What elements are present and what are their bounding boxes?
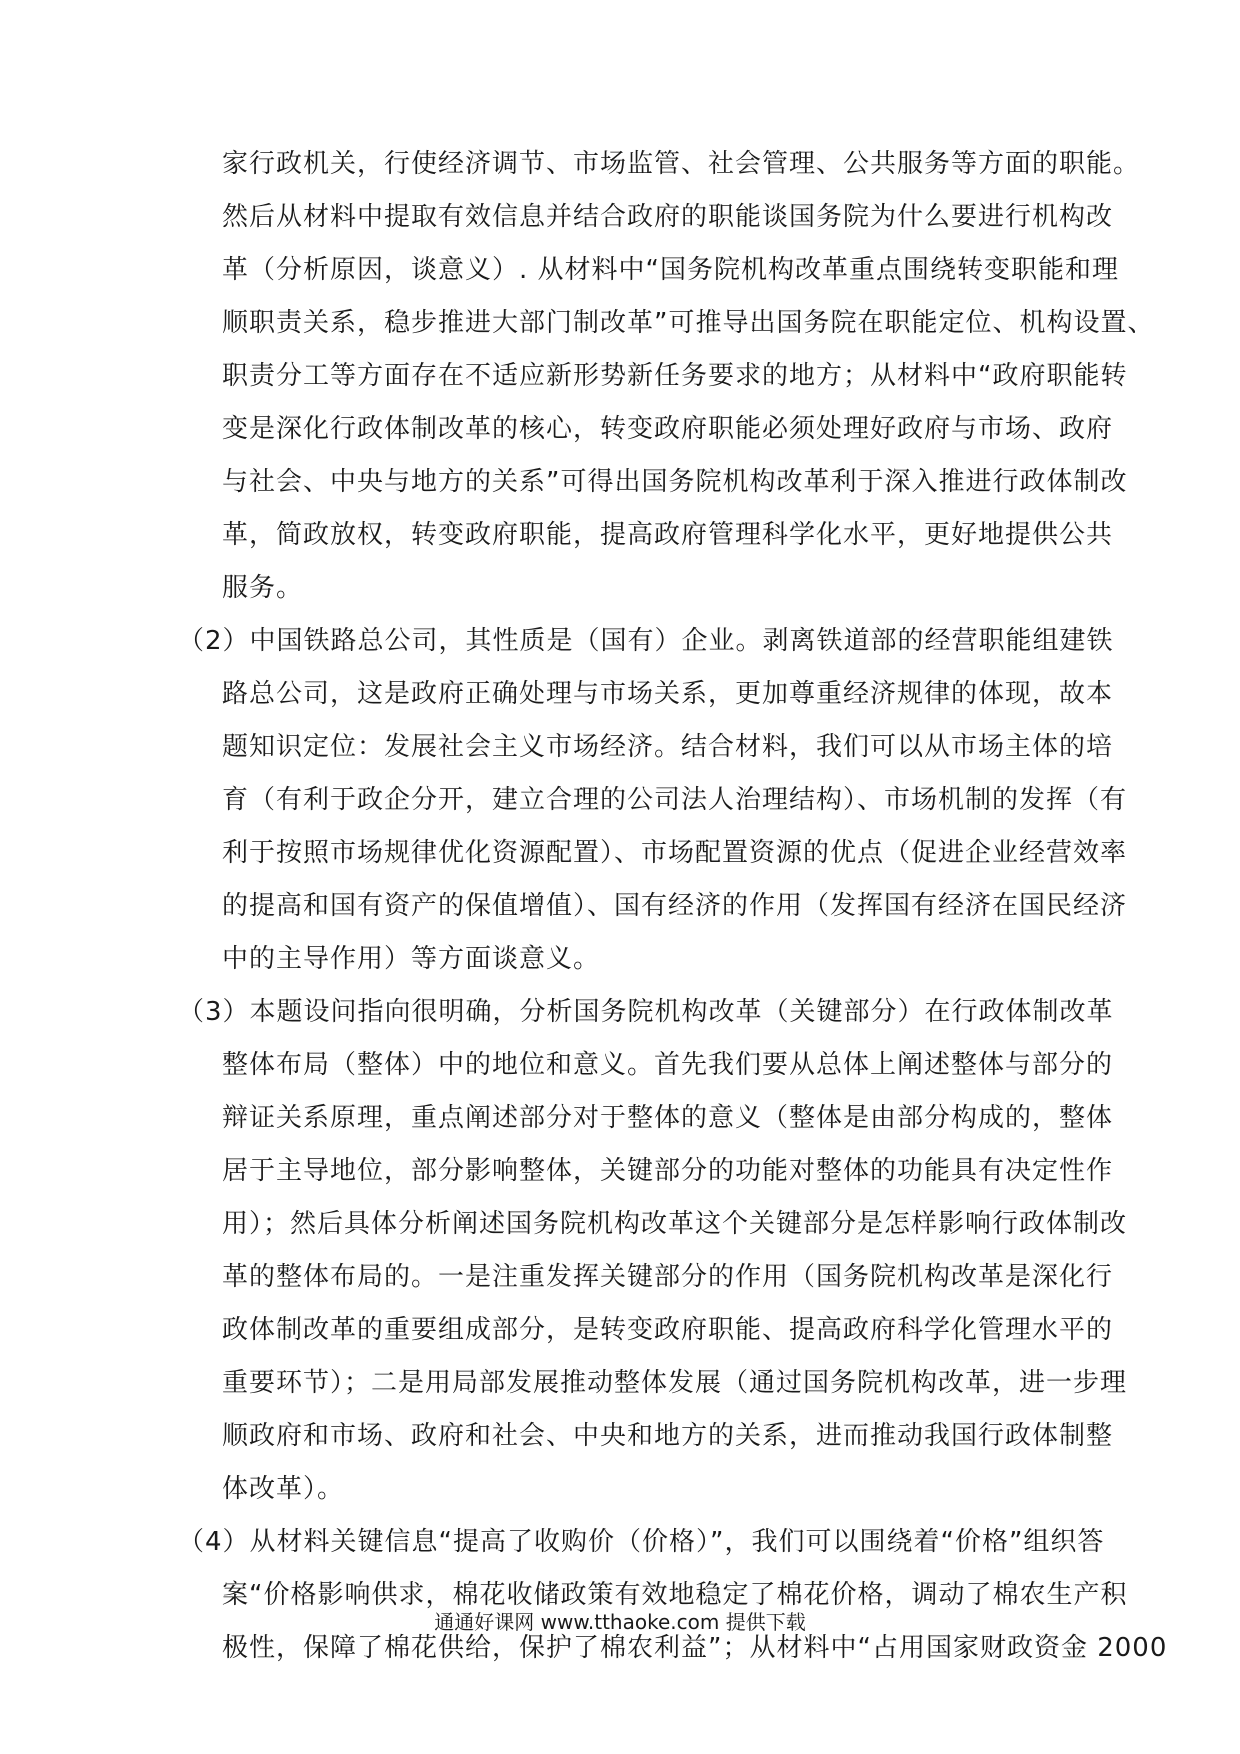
paragraph-3-line-4: 居于主导地位，部分影响整体，关键部分的功能对整体的功能具有决定性作 [222,1156,1114,1186]
paragraph-3-line-1: （3）本题设问指向很明确，分析国务院机构改革（关键部分）在行政体制改革 [178,997,1114,1027]
page-footer: 通通好课网 www.tthaoke.com 提供下载 [434,1610,806,1634]
paragraph-4-line-2: 案“价格影响供求，棉花收储政策有效地稳定了棉花价格，调动了棉农生产积 [222,1580,1128,1610]
paragraph-3-line-3: 辩证关系原理，重点阐述部分对于整体的意义（整体是由部分构成的，整体 [222,1103,1114,1133]
paragraph-1-line-9: 服务。 [222,573,304,603]
paragraph-1-line-7: 与社会、中央与地方的关系”可得出国务院机构改革利于深入推进行政体制改 [222,467,1128,497]
paragraph-2-line-5: 利于按照市场规律优化资源配置）、市场配置资源的优点（促进企业经营效率 [222,838,1128,868]
paragraph-3-line-8: 重要环节）；二是用局部发展推动整体发展（通过国务院机构改革，进一步理 [222,1368,1128,1398]
paragraph-3-line-6: 革的整体布局的。一是注重发挥关键部分的作用（国务院机构改革是深化行 [222,1262,1114,1292]
paragraph-1-line-4: 顺职责关系，稳步推进大部门制改革”可推导出国务院在职能定位、机构设置、 [222,308,1155,338]
paragraph-3-line-7: 政体制改革的重要组成部分，是转变政府职能、提高政府科学化管理水平的 [222,1315,1114,1345]
paragraph-1-line-3: 革（分析原因，谈意义）. 从材料中“国务院机构改革重点围绕转变职能和理 [222,255,1119,285]
paragraph-1-line-8: 革，简政放权，转变政府职能，提高政府管理科学化水平，更好地提供公共 [222,520,1114,550]
paragraph-2-line-6: 的提高和国有资产的保值增值）、国有经济的作用（发挥国有经济在国民经济 [222,891,1128,921]
paragraph-1-line-1: 家行政机关，行使经济调节、市场监管、社会管理、公共服务等方面的职能。 [222,149,1141,179]
paragraph-2-line-3: 题知识定位：发展社会主义市场经济。结合材料，我们可以从市场主体的培 [222,732,1114,762]
paragraph-2-line-4: 育（有利于政企分开，建立合理的公司法人治理结构）、市场机制的发挥（有 [222,785,1128,815]
paragraph-4-line-1: （4）从材料关键信息“提高了收购价（价格）”，我们可以围绕着“价格”组织答 [178,1527,1105,1557]
paragraph-3-line-5: 用）；然后具体分析阐述国务院机构改革这个关键部分是怎样影响行政体制改 [222,1209,1128,1239]
paragraph-3-line-2: 整体布局（整体）中的地位和意义。首先我们要从总体上阐述整体与部分的 [222,1050,1114,1080]
paragraph-1-line-6: 变是深化行政体制改革的核心，转变政府职能必须处理好政府与市场、政府 [222,414,1114,444]
paragraph-1-line-2: 然后从材料中提取有效信息并结合政府的职能谈国务院为什么要进行机构改 [222,202,1114,232]
paragraph-2-line-2: 路总公司，这是政府正确处理与市场关系，更加尊重经济规律的体现，故本 [222,679,1114,709]
paragraph-4-line-3: 极性，保障了棉花供给，保护了棉农利益”；从材料中“占用国家财政资金 2000 [222,1633,1168,1663]
paragraph-3-line-10: 体改革）。 [222,1474,345,1504]
paragraph-2-line-1: （2）中国铁路总公司，其性质是（国有）企业。剥离铁道部的经营职能组建铁 [178,626,1114,656]
paragraph-3-line-9: 顺政府和市场、政府和社会、中央和地方的关系，进而推动我国行政体制整 [222,1421,1114,1451]
paragraph-1-line-5: 职责分工等方面存在不适应新形势新任务要求的地方；从材料中“政府职能转 [222,361,1128,391]
paragraph-2-line-7: 中的主导作用）等方面谈意义。 [222,944,601,974]
